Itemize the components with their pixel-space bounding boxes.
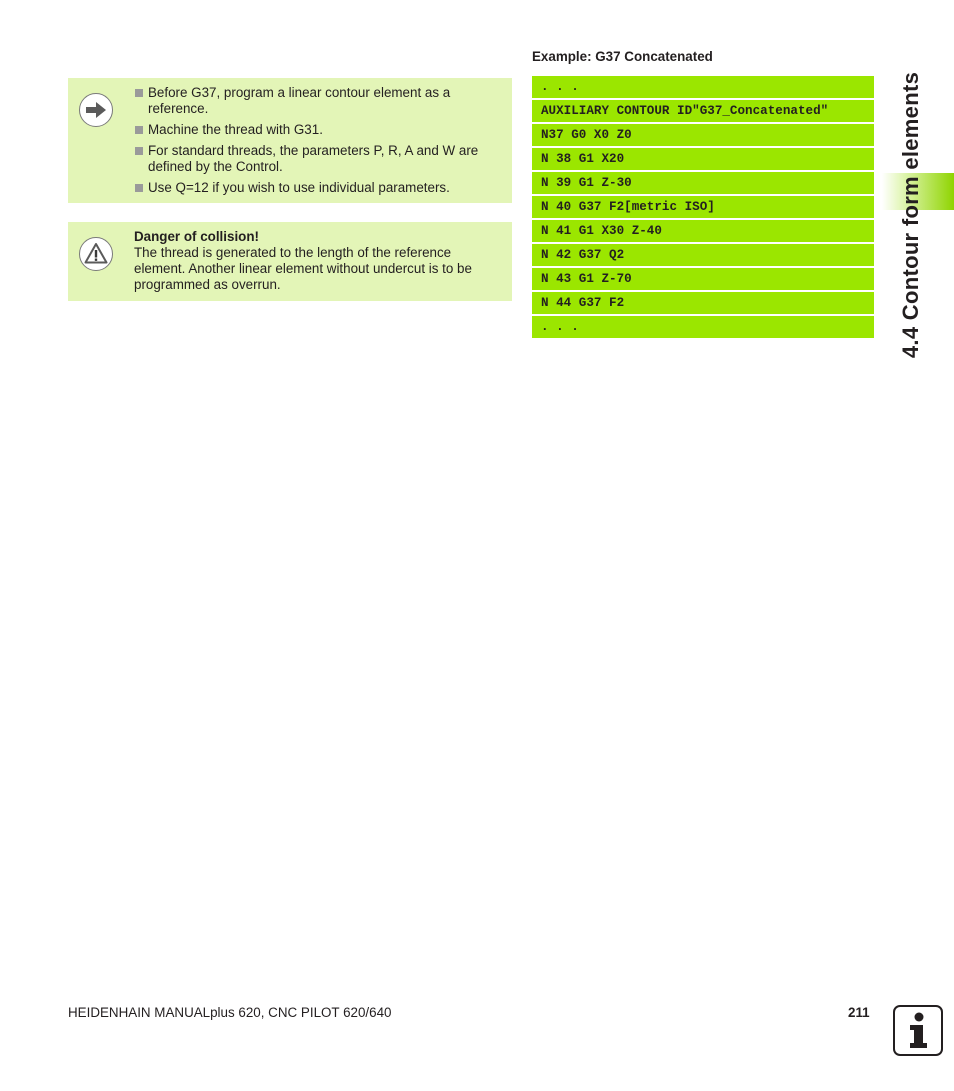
warning-text: [134, 229, 506, 293]
code-line: N 41 G1 X30 Z-40: [532, 220, 874, 242]
bullet-square-icon: [135, 147, 143, 155]
note-box: [68, 78, 512, 203]
code-line: . . .: [532, 76, 874, 98]
example-title: Example: G37 Concatenated: [532, 49, 713, 64]
bullet-square-icon: [135, 126, 143, 134]
note-item: For standard threads, the parameters P, R, A and W are defined by the Control.: [135, 143, 503, 175]
code-line: N37 G0 X0 Z0: [532, 124, 874, 146]
note-item: Machine the thread with G31.: [135, 122, 503, 138]
bullet-square-icon: [135, 89, 143, 97]
note-item: Use Q=12 if you wish to use individual parameters.: [135, 180, 503, 196]
warning-triangle-icon: [79, 237, 113, 271]
code-line: N 42 G37 Q2: [532, 244, 874, 266]
code-line: N 44 G37 F2: [532, 292, 874, 314]
page-number: 211: [848, 1005, 870, 1020]
code-line: N 39 G1 Z-30: [532, 172, 874, 194]
footer-manual-title: HEIDENHAIN MANUALplus 620, CNC PILOT 620/640: [68, 1005, 392, 1020]
bullet-square-icon: [135, 184, 143, 192]
code-line: N 40 G37 F2[metric ISO]: [532, 196, 874, 218]
arrow-right-icon: [79, 93, 113, 127]
warning-title: Danger of collision!: [134, 229, 259, 244]
code-block: [532, 76, 874, 340]
code-line: N 38 G1 X20: [532, 148, 874, 170]
warning-body: The thread is generated to the length of the reference element. Another linear element without undercut is to be programmed as overrun.: [134, 245, 472, 292]
chapter-title: 4.4 Contour form elements: [898, 71, 923, 359]
note-list: [135, 85, 503, 201]
code-line: . . .: [532, 316, 874, 338]
warning-box: [68, 222, 512, 301]
code-line: N 43 G1 Z-70: [532, 268, 874, 290]
info-icon: [893, 1005, 943, 1056]
note-item: Before G37, program a linear contour element as a reference.: [135, 85, 503, 117]
code-line: AUXILIARY CONTOUR ID"G37_Concatenated": [532, 100, 874, 122]
